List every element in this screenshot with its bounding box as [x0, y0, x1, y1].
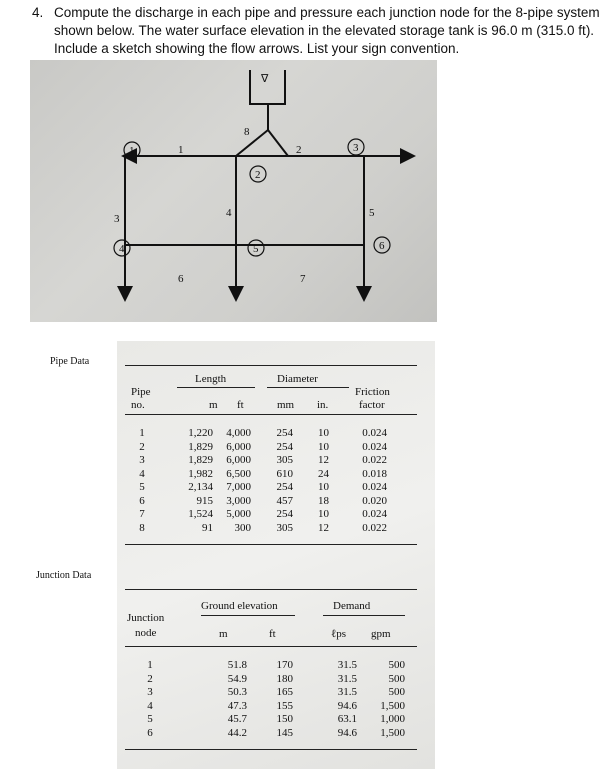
diameter-in-header: in. — [317, 399, 329, 411]
pipe-label-1: 1 — [178, 144, 184, 156]
junction-row-m-6: 44.2 — [227, 726, 247, 739]
junction-row-gpm-4: 1,500 — [380, 699, 405, 712]
pipe-no-column — [135, 427, 149, 535]
pipe-label-5: 5 — [369, 207, 375, 219]
diameter-header: Diameter — [277, 373, 318, 385]
junction-row-node-2: 2 — [147, 672, 153, 685]
junction-gpm-column — [359, 659, 405, 740]
pipe-row-mm-7: 254 — [276, 508, 293, 520]
pipe-row-f-3: 0.022 — [362, 454, 387, 466]
pipe-label-7: 7 — [300, 273, 306, 285]
pipe-row-m-1: 1,220 — [188, 427, 213, 439]
junction-row-lps-4: 94.6 — [337, 699, 357, 712]
length-m-header: m — [209, 399, 218, 411]
junction-row-m-2: 54.9 — [227, 672, 247, 685]
friction-factor-header: factor — [359, 399, 385, 411]
junction-row-lps-3: 31.5 — [337, 686, 357, 698]
problem-number: 4. — [32, 5, 44, 20]
pipe-row-ft-5: 7,000 — [226, 481, 251, 493]
junction-row-gpm-2: 500 — [388, 672, 405, 685]
pipe-f-column — [337, 427, 387, 535]
junction-row-node-1: 1 — [147, 659, 153, 671]
length-ft-header: ft — [237, 399, 244, 411]
pipe-row-no-8: 8 — [139, 521, 145, 534]
friction-header: Friction — [355, 386, 390, 398]
pipe-row-m-3: 1,829 — [188, 454, 213, 466]
pipe-row-m-6: 915 — [196, 494, 213, 507]
pipe-row-ft-7: 5,000 — [226, 508, 251, 520]
pipe-in-column — [301, 427, 329, 535]
pipe-row-f-8: 0.022 — [362, 521, 387, 534]
network-diagram — [30, 60, 437, 322]
pipe-row-ft-6: 3,000 — [226, 494, 251, 507]
junction-row-node-3: 3 — [147, 686, 153, 698]
pipe-row-no-2: 2 — [139, 440, 145, 453]
pipe-8-line — [236, 130, 268, 156]
pipe-8-link — [268, 130, 288, 156]
junction-m-column — [207, 659, 247, 740]
pipe-row-f-7: 0.024 — [362, 508, 387, 520]
pipe-label-2: 2 — [296, 144, 302, 156]
length-header: Length — [195, 373, 227, 385]
junction-row-lps-2: 31.5 — [337, 672, 357, 685]
junction-row-node-6: 6 — [147, 726, 153, 739]
junction-data-title: Junction Data — [36, 570, 92, 581]
pipe-row-f-1: 0.024 — [362, 427, 387, 439]
junction-row-node-5: 5 — [147, 713, 153, 725]
pipe-row-ft-8: 300 — [234, 521, 251, 534]
junction-row-ft-4: 155 — [276, 699, 293, 712]
pipe-header: Pipe — [131, 386, 151, 398]
pipe-no-header: no. — [131, 399, 145, 411]
junction-row-m-4: 47.3 — [227, 699, 247, 712]
pipe-row-mm-6: 457 — [276, 494, 293, 507]
junction-row-m-1: 51.8 — [227, 659, 247, 671]
pipe-row-in-5: 10 — [318, 481, 329, 493]
pipe-row-mm-4: 610 — [276, 467, 293, 480]
pipe-label-4: 4 — [226, 207, 232, 219]
junction-row-gpm-5: 1,000 — [380, 713, 405, 725]
ground-ft-header: ft — [269, 628, 276, 640]
pipe-row-in-2: 10 — [318, 440, 329, 453]
pipe-row-in-6: 18 — [318, 494, 329, 507]
pipe-row-no-4: 4 — [139, 467, 145, 480]
pipe-row-ft-2: 6,000 — [226, 440, 251, 453]
demand-gpm-header: gpm — [371, 628, 391, 640]
ground-underline — [201, 615, 295, 616]
junction-node-column — [143, 659, 157, 740]
pipe-row-in-4: 24 — [318, 467, 329, 480]
pipe-row-no-3: 3 — [139, 454, 145, 466]
diameter-mm-header: mm — [277, 399, 295, 411]
pipe-row-mm-1: 254 — [276, 427, 293, 439]
diameter-underline — [267, 387, 349, 388]
junction-node-header: node — [135, 627, 157, 639]
pipe-row-mm-8: 305 — [276, 521, 293, 534]
pipe-header-rule — [125, 414, 417, 415]
pipe-mm-column — [257, 427, 293, 535]
pipe-row-no-6: 6 — [139, 494, 145, 507]
pipe-row-f-6: 0.020 — [362, 494, 387, 507]
junction-row-ft-2: 180 — [276, 672, 293, 685]
junction-row-gpm-1: 500 — [388, 659, 405, 671]
pipe-row-m-5: 2,134 — [188, 481, 213, 493]
pipe-row-m-2: 1,829 — [188, 440, 213, 453]
pipe-row-in-7: 10 — [318, 508, 329, 520]
node-label-1: 1 — [129, 145, 135, 157]
data-tables — [117, 341, 435, 769]
junction-row-gpm-3: 500 — [388, 686, 405, 698]
junction-table-bottom-rule — [125, 749, 417, 750]
node-label-3: 3 — [353, 142, 359, 154]
pipe-table-bottom-rule — [125, 544, 417, 545]
pipe-label-6: 6 — [178, 273, 184, 285]
demand-header: Demand — [333, 600, 371, 612]
pipe-row-mm-2: 254 — [276, 440, 293, 453]
junction-table-top-rule — [125, 589, 417, 590]
pipe-row-m-8: 91 — [202, 521, 213, 534]
pipe-ft-column — [213, 427, 251, 535]
network-sketch — [30, 60, 437, 322]
pipe-row-in-1: 10 — [318, 427, 329, 439]
pipe-row-no-5: 5 — [139, 481, 145, 493]
pipe-label-8: 8 — [244, 126, 250, 138]
pipe-row-ft-1: 4,000 — [226, 427, 251, 439]
pipe-data-title: Pipe Data — [50, 356, 90, 367]
junction-row-ft-1: 170 — [276, 659, 293, 671]
pipe-row-f-2: 0.024 — [362, 440, 387, 453]
junction-row-lps-6: 94.6 — [337, 726, 357, 739]
pipe-row-f-4: 0.018 — [362, 467, 387, 480]
junction-row-lps-1: 31.5 — [337, 659, 357, 671]
ground-m-header: m — [219, 628, 228, 640]
junction-row-gpm-6: 1,500 — [380, 726, 405, 739]
demand-lps-header: ℓps — [331, 628, 347, 640]
junction-ft-column — [255, 659, 293, 740]
junction-row-ft-6: 145 — [276, 726, 293, 739]
junction-header-rule — [125, 646, 417, 647]
pipe-row-in-3: 12 — [318, 454, 329, 466]
pipe-row-no-1: 1 — [139, 427, 145, 439]
junction-row-m-3: 50.3 — [227, 686, 247, 698]
junction-row-node-4: 4 — [147, 699, 153, 712]
node-label-5: 5 — [253, 243, 259, 255]
tank-symbol: ∇ — [261, 73, 269, 85]
pipe-row-m-7: 1,524 — [188, 508, 213, 520]
pipe-label-3: 3 — [114, 213, 120, 225]
junction-row-lps-5: 63.1 — [337, 713, 357, 725]
ground-elevation-header: Ground elevation — [201, 600, 278, 612]
pipe-row-m-4: 1,982 — [188, 467, 213, 480]
junction-header: Junction — [127, 612, 165, 624]
pipe-row-f-5: 0.024 — [362, 481, 387, 493]
length-underline — [177, 387, 255, 388]
pipe-row-mm-3: 305 — [276, 454, 293, 466]
junction-row-m-5: 45.7 — [227, 713, 247, 725]
pipe-row-ft-3: 6,000 — [226, 454, 251, 466]
junction-lps-column — [317, 659, 357, 740]
pipe-row-in-8: 12 — [318, 521, 329, 534]
junction-row-ft-5: 150 — [276, 713, 293, 725]
problem-text: Compute the discharge in each pipe and pressure each junction node for the 8-pipe system shown below. The water surface elevation in the elevated storage tank is 96.0 m (315.0 ft). Include a sketch showing the flow arrows. List your sign convention. — [54, 5, 600, 56]
junction-row-ft-3: 165 — [276, 686, 293, 698]
node-label-4: 4 — [119, 243, 125, 255]
pipe-row-no-7: 7 — [139, 508, 145, 520]
node-label-6: 6 — [379, 240, 385, 252]
pipe-table-top-rule — [125, 365, 417, 366]
demand-underline — [323, 615, 405, 616]
pipe-m-column — [157, 427, 213, 535]
node-label-2: 2 — [255, 169, 261, 181]
pipe-row-mm-5: 254 — [276, 481, 293, 493]
pipe-row-ft-4: 6,500 — [226, 467, 251, 480]
